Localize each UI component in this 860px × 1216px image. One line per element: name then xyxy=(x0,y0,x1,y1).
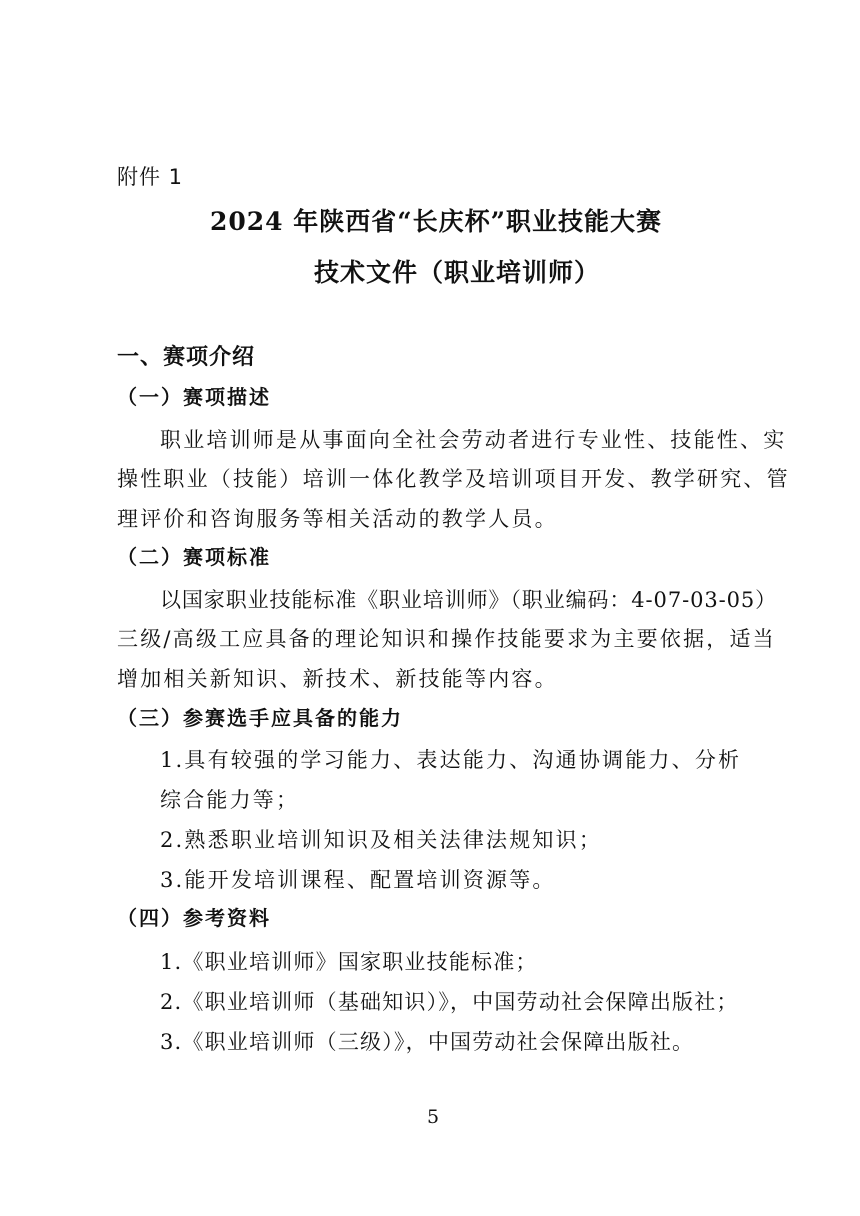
standard-line-2: 三级/高级工应具备的理论知识和操作技能要求为主要依据，适当 xyxy=(117,627,776,651)
document-title-line1: 2024 年陕西省“长庆杯”职业技能大赛 xyxy=(210,207,663,236)
ability-item-2: 2.熟悉职业培训知识及相关法律法规知识； xyxy=(160,828,603,852)
section-heading-intro: 一、赛项介绍 xyxy=(117,345,256,370)
ability-item-3: 3.能开发培训课程、配置培训资源等。 xyxy=(160,868,556,892)
ability-item-1-cont: 综合能力等； xyxy=(160,788,300,812)
reference-item-1: 1.《职业培训师》国家职业技能标准； xyxy=(160,950,538,974)
standard-line-3: 增加相关新知识、新技术、新技能等内容。 xyxy=(117,667,558,691)
ability-item-1: 1.具有较强的学习能力、表达能力、沟通协调能力、分析 xyxy=(160,748,742,772)
document-title-line2: 技术文件（职业培训师） xyxy=(314,258,601,287)
reference-item-3: 3.《职业培训师（三级）》，中国劳动社会保障出版社。 xyxy=(160,1030,695,1054)
attachment-label: 附件 1 xyxy=(117,165,184,189)
standard-line-1: 以国家职业技能标准《职业培训师》（职业编码：4-07-03-05） xyxy=(160,588,778,612)
subsection-heading-references: （四）参考资料 xyxy=(117,906,271,930)
description-line-3: 理评价和咨询服务等相关活动的教学人员。 xyxy=(117,507,558,531)
subsection-heading-description: （一）赛项描述 xyxy=(117,385,271,409)
page-number: 5 xyxy=(427,1106,440,1128)
description-line-2: 操性职业（技能）培训一体化教学及培训项目开发、教学研究、管 xyxy=(117,467,790,491)
subsection-heading-standard: （二）赛项标准 xyxy=(117,545,271,569)
subsection-heading-abilities: （三）参赛选手应具备的能力 xyxy=(117,706,403,730)
reference-item-2: 2.《职业培训师（基础知识）》，中国劳动社会保障出版社； xyxy=(160,990,739,1014)
description-line-1: 职业培训师是从事面向全社会劳动者进行专业性、技能性、实 xyxy=(160,428,787,452)
